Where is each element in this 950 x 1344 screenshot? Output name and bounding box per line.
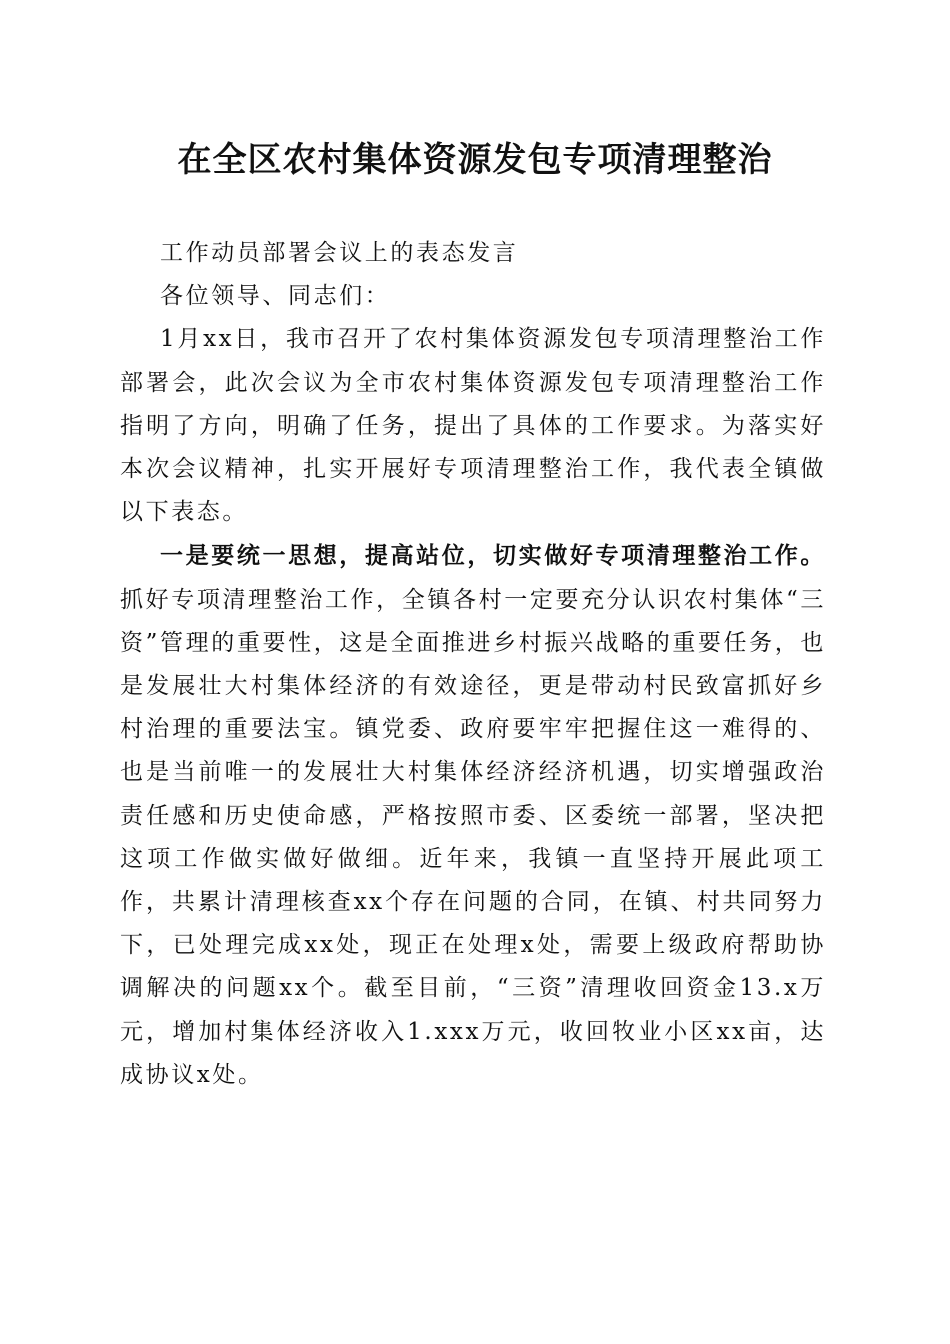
subtitle-line: 工作动员部署会议上的表态发言 (160, 240, 519, 266)
document-title: 在全区农村集体资源发包专项清理整治 (177, 140, 773, 180)
paragraph-2-lead: 一是要统一思想，提高站位，切实做好专项清理整治工作。 (160, 542, 826, 570)
document-body (120, 232, 826, 1097)
paragraph-1: 1月xx日，我市召开了农村集体资源发包专项清理整治工作部署会，此次会议为全市农村集体资源发包专项清理整治工作指明了方向，明确了任务，提出了具体的工作要求。为落实好本次会议精神，扎实开展好专项清理整治工作，我代表全镇做以下表态。 (120, 326, 826, 526)
paragraph-2 (120, 534, 826, 1097)
salutation-line: 各位领导、同志们： (160, 283, 391, 310)
paragraph-2-body: 抓好专项清理整治工作，全镇各村一定要充分认识农村集体“三资”管理的重要性，这是全面推进乡村振兴战略的重要任务，也是发展壮大村集体经济的有效途径，更是带动村民致富抓好乡村治理的重要法宝。镇党委、政府要牢牢把握住这一难得的、也是当前唯一的发展壮大村集体经济经济机遇，切实增强政治责任感和历史使命感，严格按照市委、区委统一部署，坚决把这项工作做实做好做细。近年来，我镇一直坚持开展此项工作，共累计清理核查xx个存在问题的合同，在镇、村共同努力下，已处理完成xx处，现正在处理x处，需要上级政府帮助协调解决的问题xx个。截至目前，“三资”清理收回资金13.x万元，增加村集体经济收入1.xxx万元，收回牧业小区xx亩，达成协议x处。 (120, 586, 826, 1088)
